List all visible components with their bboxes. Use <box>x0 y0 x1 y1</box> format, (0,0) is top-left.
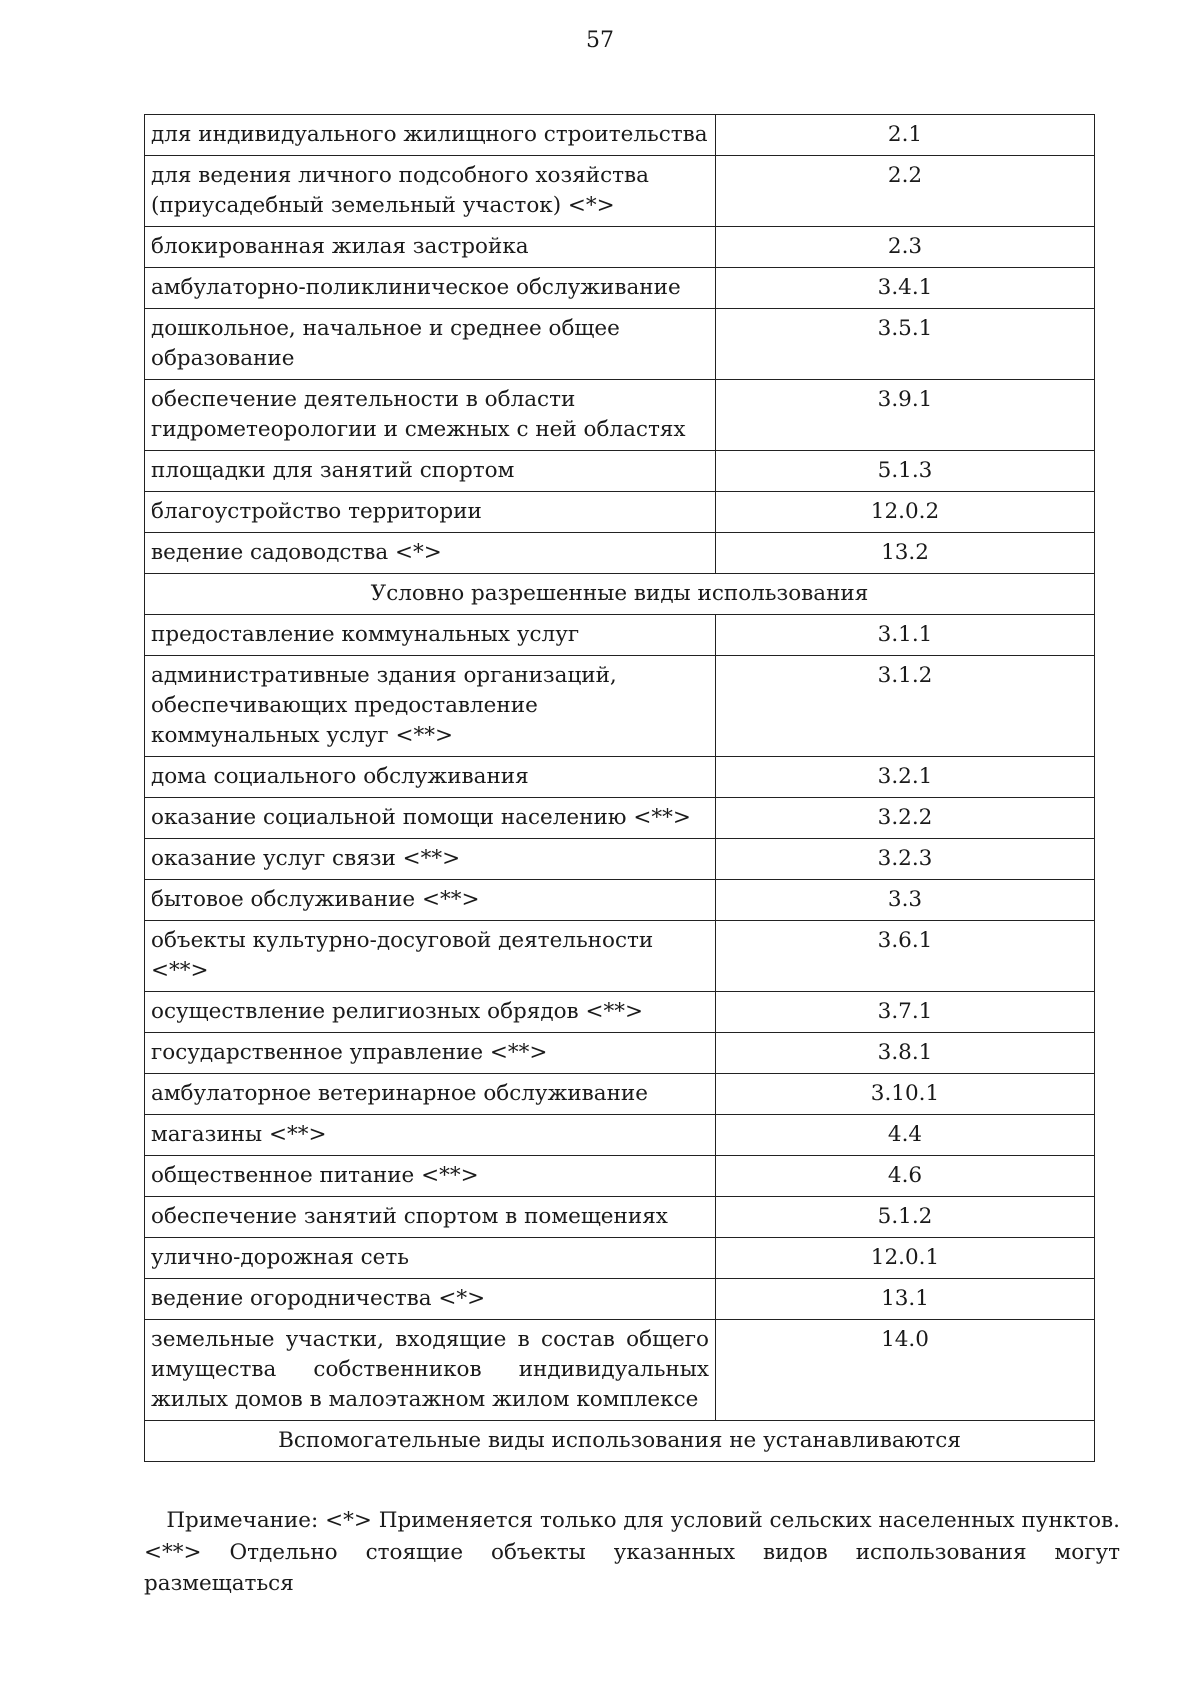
land-use-name: площадки для занятий спортом <box>145 451 716 492</box>
table-row <box>145 656 1095 757</box>
table-row <box>145 880 1095 921</box>
table-row <box>145 798 1095 839</box>
table-row <box>145 268 1095 309</box>
land-use-name: объекты культурно-досуговой деятельности <**> <box>145 921 716 992</box>
table-row <box>145 1279 1095 1320</box>
land-use-code: 2.1 <box>716 115 1095 156</box>
table-row <box>145 492 1095 533</box>
footnote-single-asterisk: Примечание: <*> Применяется только для условий сельских населенных пунктов. <box>166 1508 1120 1533</box>
table-row <box>145 1197 1095 1238</box>
land-use-name: дошкольное, начальное и среднее общее образование <box>145 309 716 380</box>
land-use-code: 2.2 <box>716 156 1095 227</box>
land-use-name: обеспечение деятельности в области гидрометеорологии и смежных с ней областях <box>145 380 716 451</box>
land-use-code: 3.6.1 <box>716 921 1095 992</box>
land-use-code: 12.0.1 <box>716 1238 1095 1279</box>
land-use-name: магазины <**> <box>145 1115 716 1156</box>
land-use-code: 3.8.1 <box>716 1033 1095 1074</box>
land-use-code: 3.7.1 <box>716 992 1095 1033</box>
land-use-name: бытовое обслуживание <**> <box>145 880 716 921</box>
land-use-name: общественное питание <**> <box>145 1156 716 1197</box>
table-row <box>145 380 1095 451</box>
land-use-code: 5.1.2 <box>716 1197 1095 1238</box>
table-row <box>145 451 1095 492</box>
section-header-row <box>145 574 1095 615</box>
table-row <box>145 533 1095 574</box>
land-use-code: 13.2 <box>716 533 1095 574</box>
table-row <box>145 839 1095 880</box>
land-use-code: 4.4 <box>716 1115 1095 1156</box>
land-use-name: блокированная жилая застройка <box>145 227 716 268</box>
land-use-name: ведение огородничества <*> <box>145 1279 716 1320</box>
table-row <box>145 156 1095 227</box>
land-use-code: 3.9.1 <box>716 380 1095 451</box>
land-use-name: осуществление религиозных обрядов <**> <box>145 992 716 1033</box>
table-row <box>145 227 1095 268</box>
table-row <box>145 115 1095 156</box>
land-use-code: 14.0 <box>716 1320 1095 1421</box>
land-use-code: 12.0.2 <box>716 492 1095 533</box>
land-use-code: 3.2.2 <box>716 798 1095 839</box>
table-row <box>145 757 1095 798</box>
land-use-code: 3.5.1 <box>716 309 1095 380</box>
table-row <box>145 1156 1095 1197</box>
land-use-name: для индивидуального жилищного строительства <box>145 115 716 156</box>
land-use-name: для ведения личного подсобного хозяйства (приусадебный земельный участок) <*> <box>145 156 716 227</box>
land-use-code: 5.1.3 <box>716 451 1095 492</box>
table-row <box>145 921 1095 992</box>
table-row <box>145 1033 1095 1074</box>
land-use-table <box>144 114 1095 1462</box>
section-header-row <box>145 1421 1095 1462</box>
table-row <box>145 992 1095 1033</box>
land-use-name: ведение садоводства <*> <box>145 533 716 574</box>
land-use-name: благоустройство территории <box>145 492 716 533</box>
land-use-code: 3.1.1 <box>716 615 1095 656</box>
page-number: 57 <box>586 28 614 53</box>
table-row <box>145 1238 1095 1279</box>
land-use-code: 3.2.3 <box>716 839 1095 880</box>
table-row <box>145 1115 1095 1156</box>
section-header-conditional: Условно разрешенные виды использования <box>145 574 1095 615</box>
table-row <box>145 1320 1095 1421</box>
section-header-auxiliary: Вспомогательные виды использования не устанавливаются <box>145 1421 1095 1462</box>
land-use-name: дома социального обслуживания <box>145 757 716 798</box>
table-row <box>145 309 1095 380</box>
land-use-name: административные здания организаций, обеспечивающих предоставление коммунальных услуг <**> <box>145 656 716 757</box>
land-use-code: 3.2.1 <box>716 757 1095 798</box>
land-use-code: 3.10.1 <box>716 1074 1095 1115</box>
footnote-double-asterisk: <**> Отдельно стоящие объекты указанных видов использования могут размещаться <box>144 1540 1120 1596</box>
land-use-name: государственное управление <**> <box>145 1033 716 1074</box>
land-use-code: 3.3 <box>716 880 1095 921</box>
land-use-code: 4.6 <box>716 1156 1095 1197</box>
land-use-code: 3.1.2 <box>716 656 1095 757</box>
land-use-name: земельные участки, входящие в состав общего имущества собственников индивидуальных жилых домов в малоэтажном жилом комплексе <box>145 1320 716 1421</box>
land-use-code: 3.4.1 <box>716 268 1095 309</box>
land-use-name: предоставление коммунальных услуг <box>145 615 716 656</box>
land-use-name: амбулаторно-поликлиническое обслуживание <box>145 268 716 309</box>
land-use-name: оказание услуг связи <**> <box>145 839 716 880</box>
land-use-name: оказание социальной помощи населению <**> <box>145 798 716 839</box>
land-use-code: 13.1 <box>716 1279 1095 1320</box>
land-use-name: амбулаторное ветеринарное обслуживание <box>145 1074 716 1115</box>
land-use-name: обеспечение занятий спортом в помещениях <box>145 1197 716 1238</box>
table-row <box>145 1074 1095 1115</box>
land-use-code: 2.3 <box>716 227 1095 268</box>
land-use-name: улично-дорожная сеть <box>145 1238 716 1279</box>
table-row <box>145 615 1095 656</box>
